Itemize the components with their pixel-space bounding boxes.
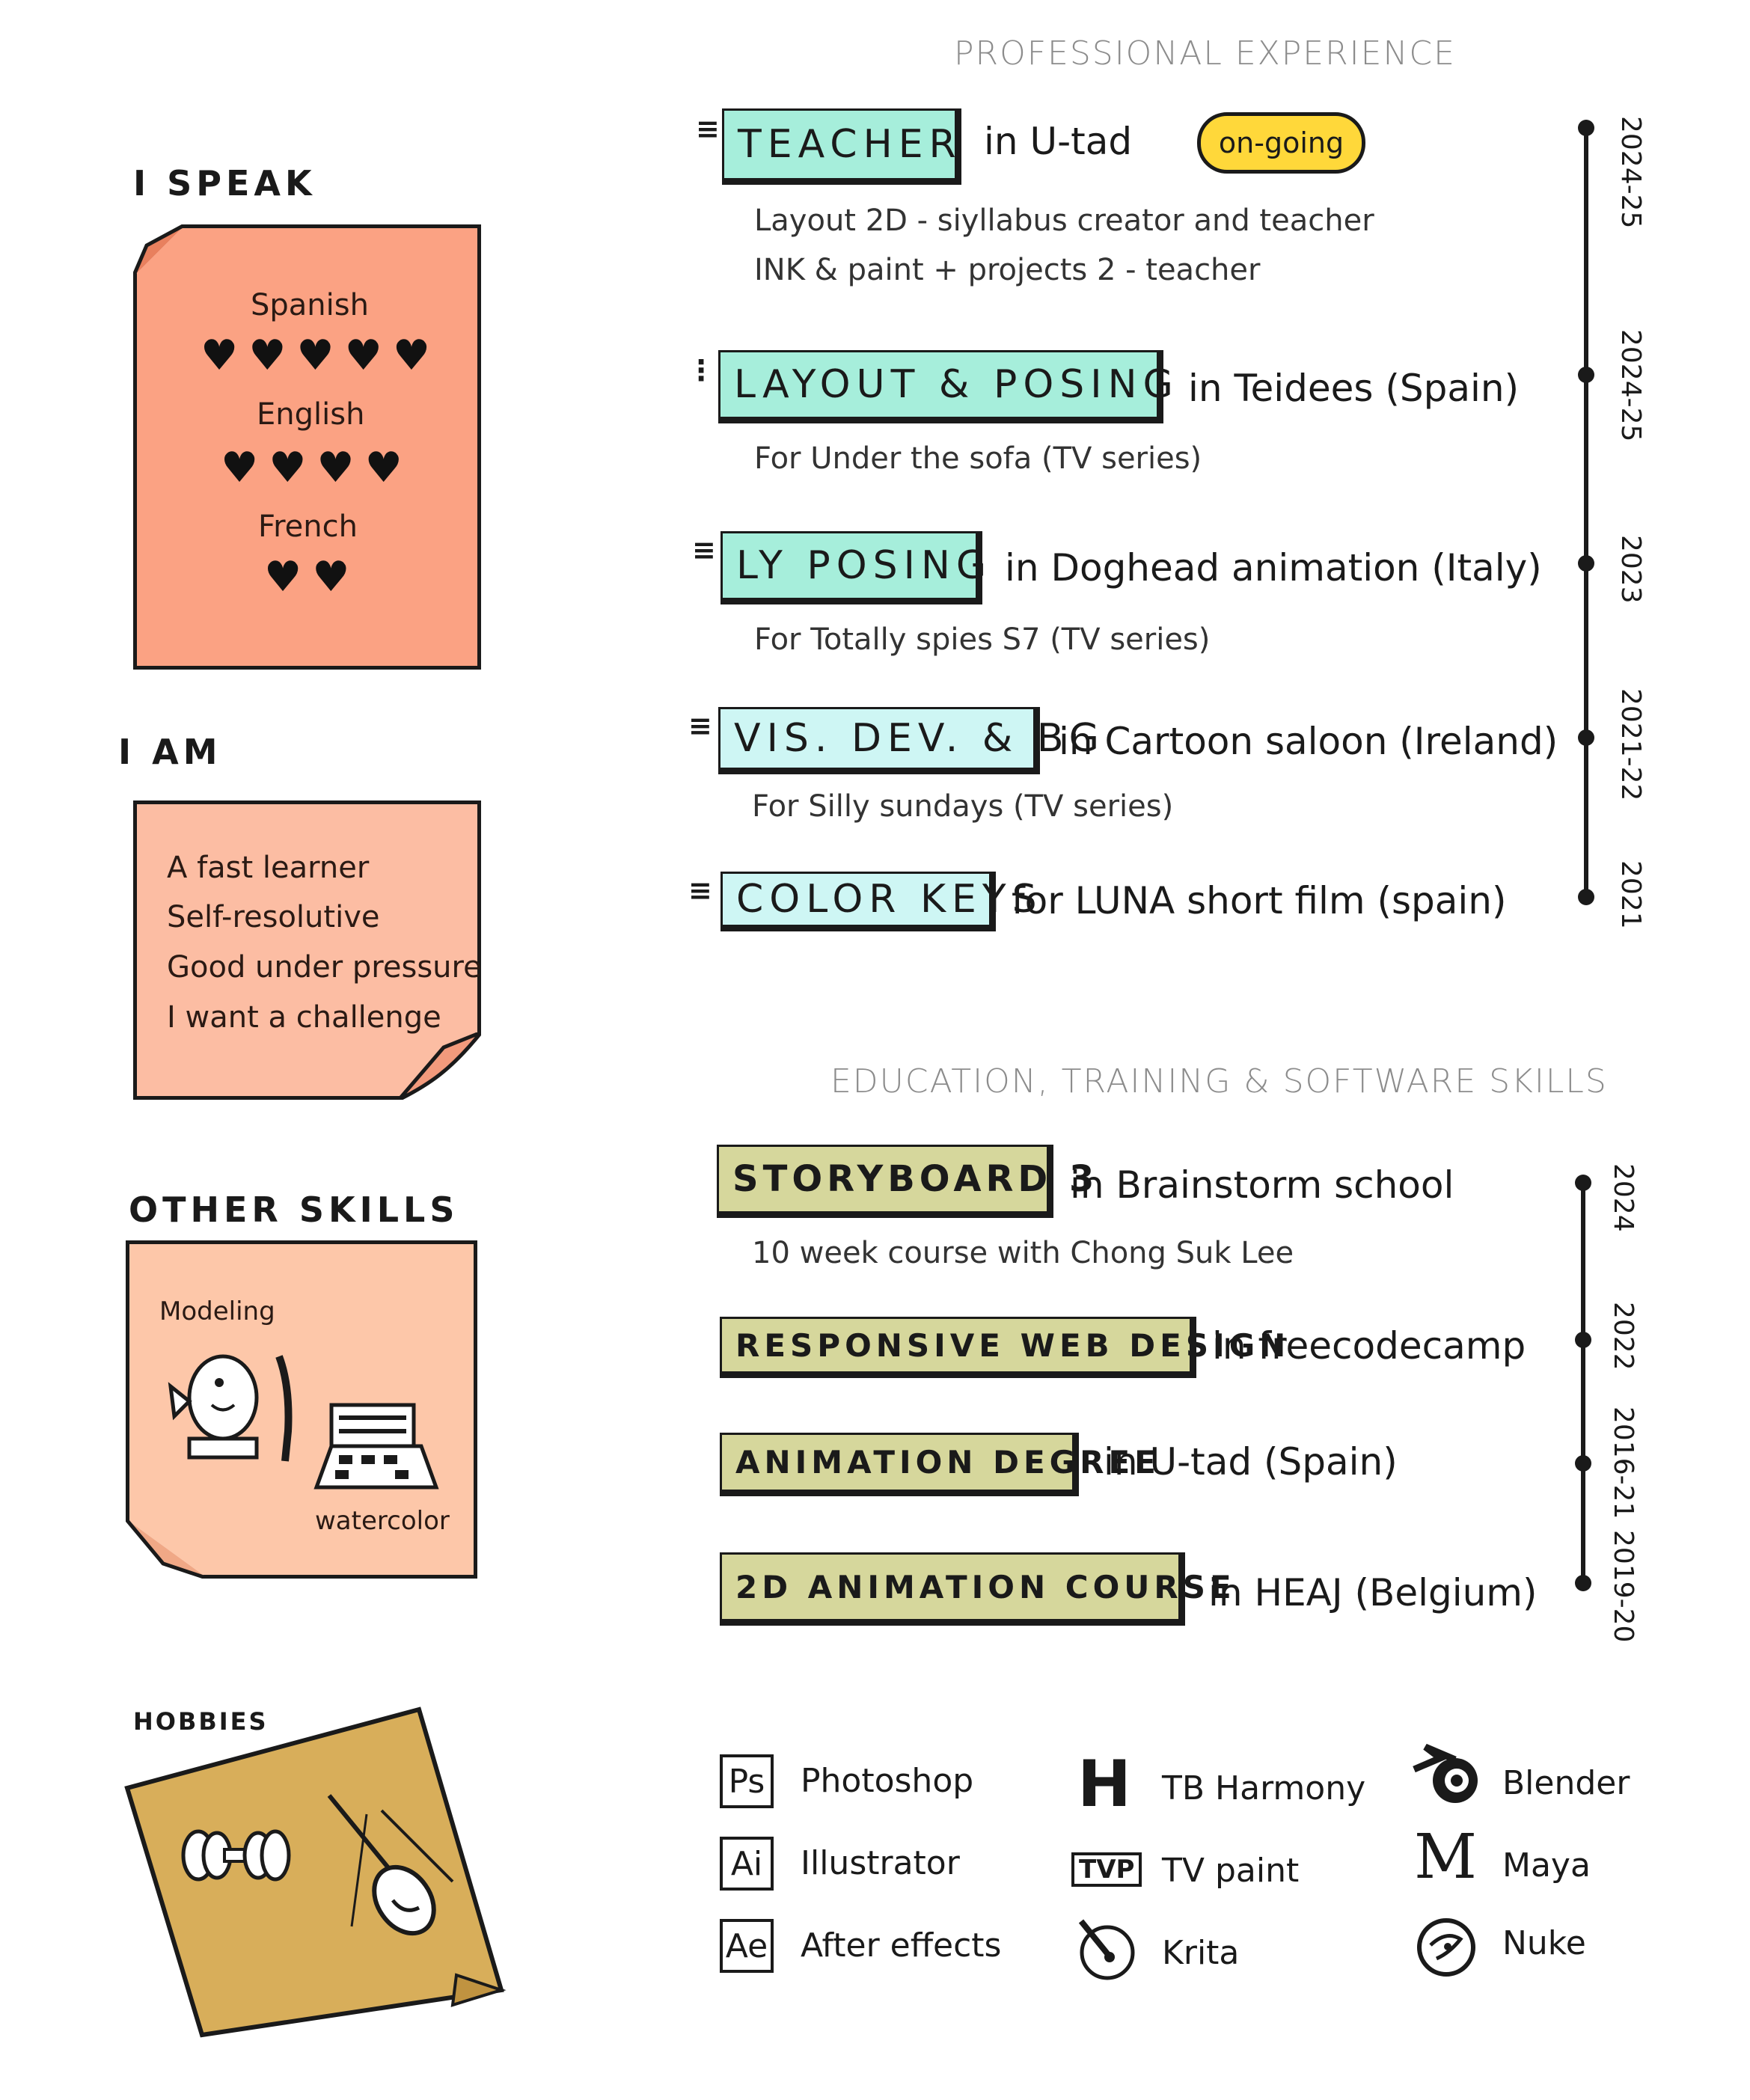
software-name: Illustrator — [801, 1844, 960, 1882]
software-name: Photoshop — [801, 1762, 974, 1800]
timeline-year: 2024-25 — [1615, 329, 1646, 442]
nuke-icon — [1414, 1915, 1478, 1980]
language-english: English — [257, 397, 365, 432]
tvpaint-icon: TVP — [1071, 1852, 1142, 1887]
edu-place: in HEAJ (Belgium) — [1208, 1571, 1538, 1614]
clay-fish-sculpture-icon — [159, 1341, 309, 1476]
edu-place: in Brainstorm school — [1070, 1163, 1454, 1207]
exp-role-vis-dev: VIS. DEV. & BG — [718, 707, 1040, 774]
education-heading: EDUCATION, TRAINING & SOFTWARE SKILLS — [830, 1062, 1608, 1100]
spanish-hearts-icon: ♥♥♥♥♥ — [201, 331, 441, 380]
timeline-dot — [1578, 729, 1594, 746]
skills-note — [126, 1240, 477, 1579]
exp-detail: INK & paint + projects 2 - teacher — [754, 253, 1261, 287]
experience-timeline — [1584, 127, 1588, 898]
edu-course-2d-animation: 2D ANIMATION COURSE — [720, 1552, 1185, 1626]
language-spanish: Spanish — [251, 288, 369, 322]
timeline-dot — [1578, 367, 1594, 383]
exp-role-teacher: TEACHER — [722, 108, 961, 185]
timeline-dot — [1575, 1455, 1591, 1472]
trait-item: Good under pressure — [167, 950, 482, 985]
watercolor-palette-icon — [313, 1401, 440, 1499]
skill-modeling: Modeling — [159, 1297, 275, 1326]
exp-place: in Doghead animation (Italy) — [1005, 546, 1542, 590]
traits-note — [133, 800, 481, 1100]
timeline-year: 2024-25 — [1615, 116, 1646, 229]
edu-detail: 10 week course with Chong Suk Lee — [752, 1236, 1294, 1270]
languages-note — [133, 224, 481, 670]
exp-role-color-keys: COLOR KEYS — [721, 872, 996, 931]
exp-detail: For Silly sundays (TV series) — [752, 789, 1174, 824]
timeline-dot — [1575, 1332, 1591, 1348]
timeline-dot — [1575, 1175, 1591, 1191]
iam-title: I AM — [118, 732, 222, 772]
edu-course-storyboard: STORYBOARD 3 — [717, 1145, 1053, 1218]
skills-title: OTHER SKILLS — [129, 1190, 459, 1230]
experience-heading: PROFESSIONAL EXPERIENCE — [954, 34, 1456, 73]
exp-detail: For Under the sofa (TV series) — [754, 441, 1202, 476]
english-hearts-icon: ♥♥♥♥ — [221, 444, 413, 492]
maya-icon: M — [1414, 1822, 1477, 1893]
timeline-year: 2022 — [1608, 1302, 1639, 1371]
skill-watercolor: watercolor — [315, 1506, 450, 1536]
edu-place: in freecodecamp — [1212, 1324, 1526, 1368]
exp-place: for LUNA short film (spain) — [1012, 879, 1507, 922]
exp-role-layout-posing: LAYOUT & POSING — [718, 350, 1163, 423]
folded-corner-icon — [133, 224, 186, 277]
software-name: Blender — [1502, 1764, 1630, 1802]
accent-marks: ≡ — [688, 874, 712, 907]
edu-place: in U-tad (Spain) — [1104, 1440, 1398, 1484]
exp-place: in U-tad — [984, 120, 1133, 163]
accent-marks: ≡ — [688, 709, 712, 742]
illustrator-icon: Ai — [720, 1837, 774, 1891]
language-french: French — [258, 509, 358, 544]
timeline-year: 2023 — [1615, 535, 1646, 604]
software-name: After effects — [801, 1926, 1002, 1965]
ongoing-badge: on-going — [1197, 112, 1365, 174]
software-name: TB Harmony — [1162, 1769, 1366, 1807]
after-effects-icon: Ae — [720, 1919, 774, 1973]
timeline-dot — [1575, 1575, 1591, 1591]
exp-place: in Cartoon saloon (Ireland) — [1059, 720, 1558, 763]
trait-item: I want a challenge — [167, 1000, 441, 1035]
dumbbell-icon — [180, 1825, 292, 1885]
timeline-dot — [1578, 120, 1594, 136]
software-name: Nuke — [1502, 1924, 1586, 1962]
exp-role-ly-posing: LY POSING — [721, 531, 982, 604]
timeline-dot — [1578, 889, 1594, 905]
speak-title: I SPEAK — [133, 163, 316, 203]
folded-corner-icon — [126, 1519, 208, 1579]
harmony-icon: H — [1077, 1747, 1131, 1822]
french-hearts-icon: ♥♥ — [264, 553, 361, 601]
krita-icon — [1074, 1915, 1141, 1983]
exp-detail: For Totally spies S7 (TV series) — [754, 622, 1211, 657]
accent-marks: ≡ — [692, 533, 716, 566]
timeline-year: 2021 — [1615, 860, 1646, 929]
timeline-year: 2021-22 — [1615, 688, 1646, 801]
edu-course-animation-degree: ANIMATION DEGREE — [720, 1433, 1079, 1496]
timeline-year: 2024 — [1608, 1163, 1639, 1232]
education-timeline — [1581, 1182, 1585, 1586]
accent-marks: ⋮ — [687, 354, 715, 387]
accent-marks: ≡ — [696, 112, 720, 145]
software-name: TV paint — [1162, 1852, 1300, 1890]
edu-course-web-design: RESPONSIVE WEB DESIGN — [720, 1317, 1196, 1378]
hobbies-title: HOBBIES — [133, 1707, 269, 1736]
trait-item: Self-resolutive — [167, 900, 380, 934]
timeline-year: 2016-21 — [1608, 1406, 1639, 1519]
software-name: Krita — [1162, 1934, 1240, 1972]
software-name: Maya — [1502, 1846, 1591, 1885]
page-curl-icon — [399, 1032, 481, 1100]
trait-item: A fast learner — [167, 851, 370, 885]
violin-icon — [322, 1788, 464, 1945]
exp-detail: Layout 2D - siyllabus creator and teacher — [754, 203, 1374, 238]
timeline-dot — [1578, 555, 1594, 572]
timeline-year: 2019-20 — [1608, 1530, 1639, 1643]
exp-place: in Teidees (Spain) — [1188, 367, 1520, 410]
blender-icon — [1410, 1743, 1485, 1810]
photoshop-icon: Ps — [720, 1754, 774, 1808]
